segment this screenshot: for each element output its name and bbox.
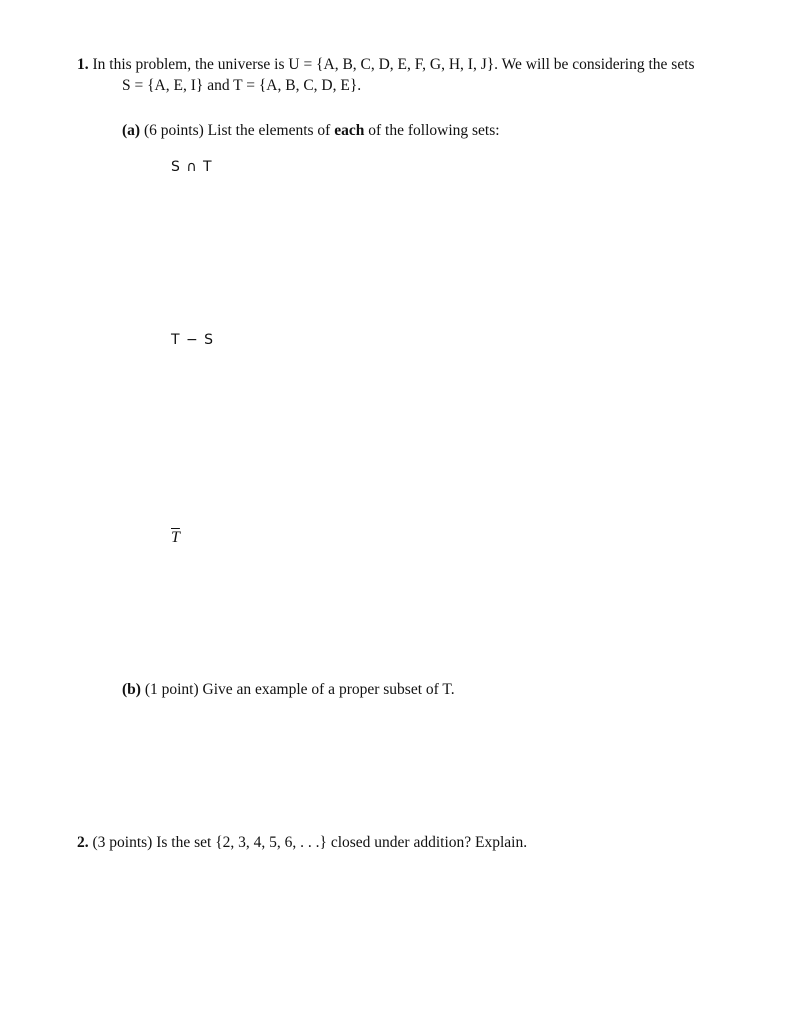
problem-1-intro-line-1	[77, 55, 695, 75]
part-b-prompt	[122, 680, 455, 700]
problem-1-intro-line-2: S = {A, E, I} and T = {A, B, C, D, E}.	[122, 77, 362, 94]
problem-2-prompt	[77, 833, 527, 853]
part-a-label: (a)	[122, 122, 141, 139]
problem-2-number: 2.	[77, 834, 89, 851]
problem-1-number: 1.	[77, 56, 89, 73]
set-expression-complement: $\overline{T}$	[171, 529, 180, 546]
part-b-label: (b)	[122, 681, 141, 698]
part-a-text-after: of the following sets:	[364, 122, 500, 139]
part-b-text: (1 point) Give an example of a proper subset of T.	[144, 681, 455, 698]
part-a-prompt	[122, 121, 500, 141]
problem-1-intro-text: In this problem, the universe is U = {A, B, C, D, E, F, G, H, I, J}. We will be considering the sets	[92, 56, 695, 73]
part-a-bold-word: each	[334, 122, 365, 139]
part-a-text-before: (6 points) List the elements of	[143, 122, 335, 139]
set-expression-intersection: S ∩ T	[171, 159, 213, 175]
set-expression-difference: T − S	[171, 332, 215, 348]
problem-2-text: (3 points) Is the set {2, 3, 4, 5, 6, . . .} closed under addition? Explain.	[92, 834, 528, 851]
